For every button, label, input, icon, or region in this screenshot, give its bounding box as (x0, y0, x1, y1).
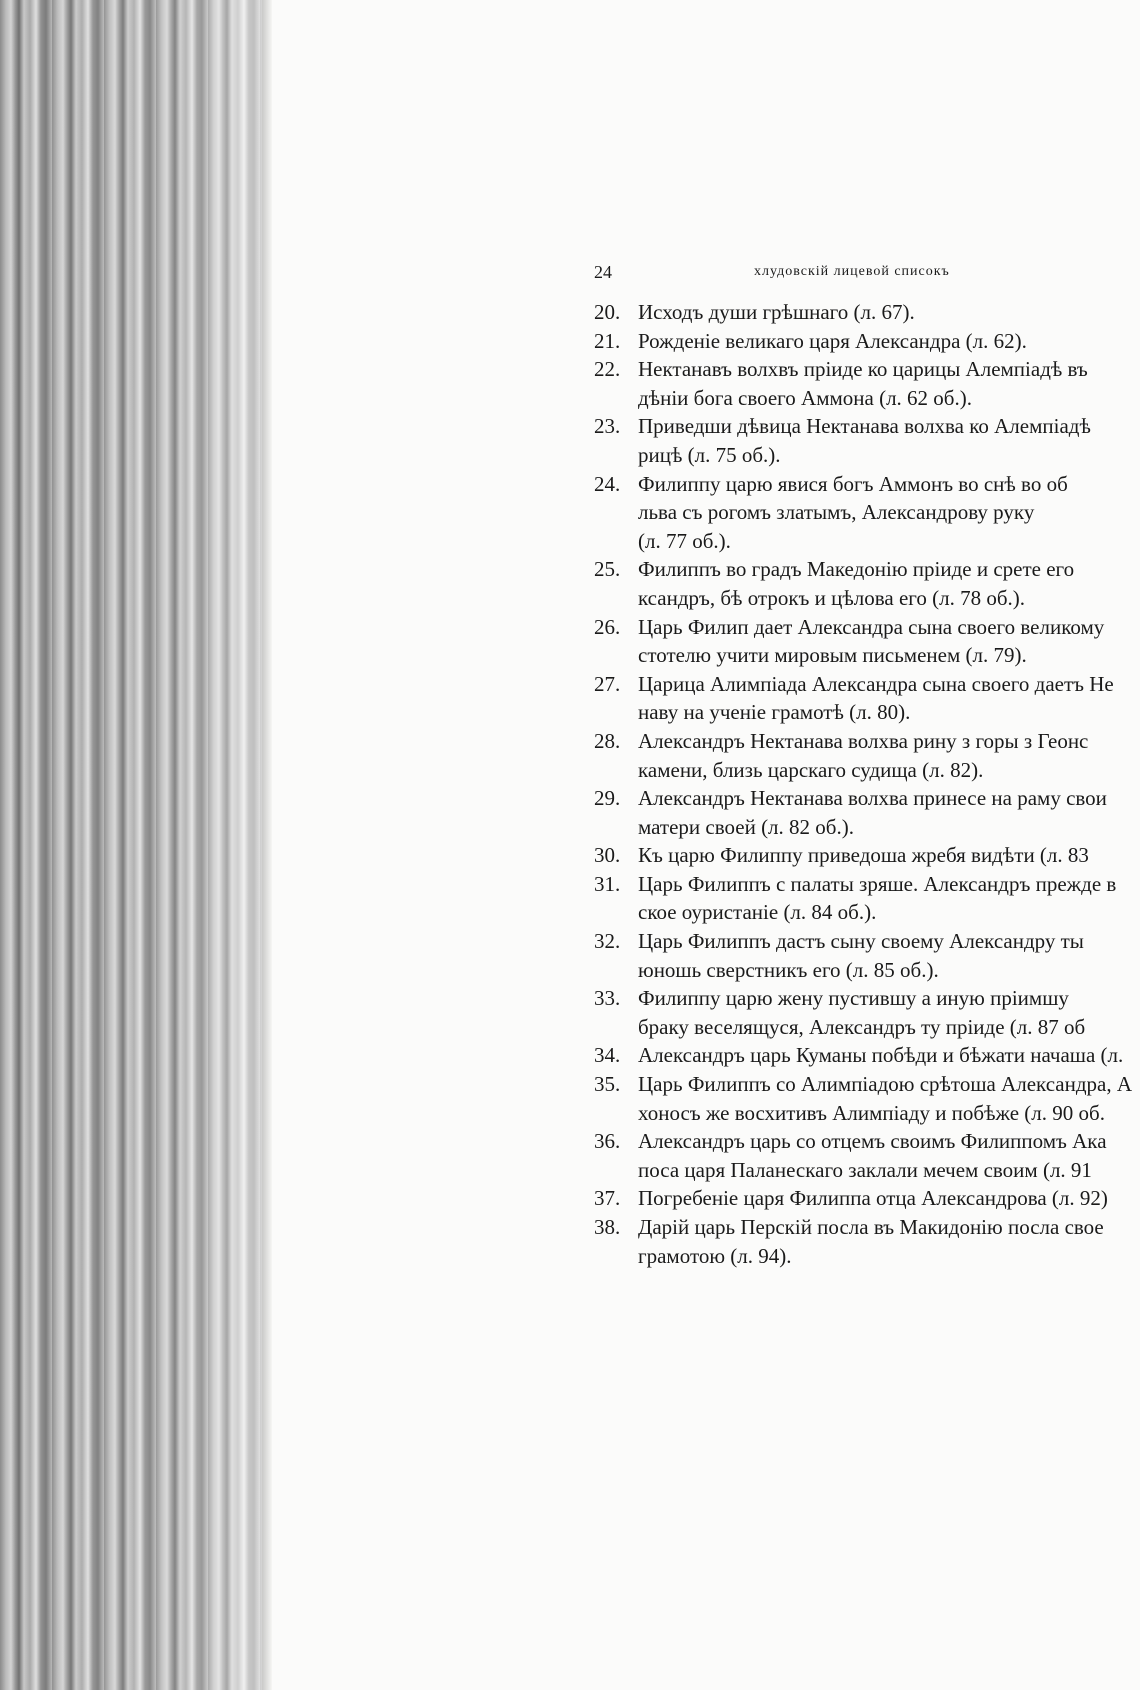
entry-line (594, 412, 1140, 441)
entry-text: рицѣ (л. 75 об.). (638, 442, 781, 467)
entry-text: Дарій царь Перскій посла въ Макидонію посла свое (638, 1215, 1104, 1239)
page-number: 24 (594, 262, 612, 282)
entry-text: Александръ Нектанава волхва принесе на раму свои (638, 786, 1107, 811)
entry-line (594, 870, 1140, 899)
entry-line (594, 927, 1140, 956)
list-item (594, 355, 1140, 412)
entry-text: ское оуристаніе (л. 84 об.). (638, 900, 877, 925)
entry-text: хоносъ же восхитивъ Алимпіаду и побѣже (л. 90 об. (638, 1100, 1105, 1125)
entry-number: 30. (594, 843, 621, 868)
running-header (594, 262, 1140, 286)
entry-text: дѣніи бога своего Аммона (л. 62 об.). (638, 385, 972, 410)
entry-text: Царица Алимпіада Александра сына своего даетъ Не (638, 671, 1114, 696)
list-item (594, 470, 1140, 556)
entry-text: Филиппъ во градъ Македонію пріиде и срете его (638, 557, 1075, 582)
list-item (594, 412, 1140, 469)
list-item (594, 927, 1140, 984)
entry-line (594, 1127, 1140, 1156)
list-item (594, 327, 1140, 356)
entry-line (594, 527, 1140, 556)
entry-line (594, 784, 1140, 813)
entry-line (594, 584, 1140, 613)
entry-line (594, 813, 1140, 842)
entry-text: Исходъ души грѣшнаго (л. 67). (638, 300, 915, 324)
list-item (594, 670, 1140, 727)
entry-number: 33. (594, 986, 621, 1011)
entry-text: ксандръ, бѣ отрокъ и цѣлова его (л. 78 об.). (638, 585, 1026, 610)
entry-text: Рожденіе великаго царя Александра (л. 62). (638, 328, 1027, 353)
entry-text: Царь Филиппъ со Алимпіадою срѣтоша Александра, А (638, 1072, 1133, 1097)
entry-line (594, 1184, 1140, 1213)
list-item (594, 1041, 1140, 1070)
entry-text: Царь Филиппъ дастъ сыну своему Александру ты (638, 929, 1084, 954)
list-item (594, 841, 1140, 870)
entry-text: Филиппу царю явися богъ Аммонъ во снѣ во об (638, 471, 1068, 496)
entry-number: 26. (594, 614, 621, 639)
entry-line (594, 1013, 1140, 1042)
list-item (594, 298, 1140, 327)
entry-number: 38. (594, 1215, 621, 1239)
entry-line (594, 1213, 1140, 1242)
entry-line (594, 498, 1140, 527)
entry-text: наву на ученіе грамотѣ (л. 80). (638, 700, 911, 725)
entry-line (594, 956, 1140, 985)
entry-line (594, 898, 1140, 927)
entry-text: камени, близь царскаго судища (л. 82). (638, 757, 984, 782)
entry-number: 21. (594, 328, 621, 353)
entry-number: 27. (594, 671, 621, 696)
entry-line (594, 298, 1140, 327)
entry-line (594, 1099, 1140, 1128)
entry-number: 31. (594, 871, 621, 896)
entry-text: поса царя Паланескаго заклали мечем своим (л. 91 (638, 1157, 1092, 1182)
entry-number: 23. (594, 414, 621, 439)
entry-text: Александръ Нектанава волхва рину з горы з Геонс (638, 728, 1089, 753)
entry-line (594, 555, 1140, 584)
entry-number: 32. (594, 929, 621, 954)
entry-text: (л. 77 об.). (638, 528, 731, 553)
entry-text: Приведши дѣвица Нектанава волхва ко Алемпіадѣ (638, 414, 1091, 439)
entry-number: 28. (594, 728, 621, 753)
running-title: хлудовскій лицевой списокъ (754, 264, 950, 279)
entry-number: 36. (594, 1129, 621, 1154)
entry-number: 25. (594, 557, 621, 582)
entry-text: Къ царю Филиппу приведоша жребя видѣти (л. 83 (638, 843, 1089, 868)
entry-line (594, 1242, 1140, 1271)
entry-line (594, 355, 1140, 384)
entry-text: матери своей (л. 82 об.). (638, 814, 854, 839)
book-page-edges (0, 0, 262, 1690)
entry-text: браку веселящуся, Александръ ту пріиде (л. 87 об (638, 1014, 1086, 1039)
entry-text: Царь Филиппъ с палаты зряше. Александръ прежде в (638, 871, 1117, 896)
entry-line (594, 1156, 1140, 1185)
entry-number: 24. (594, 471, 621, 496)
entry-line (594, 470, 1140, 499)
entry-line (594, 641, 1140, 670)
entry-text: Александръ царь Куманы побѣди и бѣжати начаша (л. (638, 1043, 1124, 1068)
list-item (594, 1184, 1140, 1213)
list-item (594, 984, 1140, 1041)
entry-number: 34. (594, 1043, 621, 1068)
list-item (594, 1127, 1140, 1184)
entry-line (594, 613, 1140, 642)
entry-line (594, 1041, 1140, 1070)
entry-line (594, 384, 1140, 413)
entry-text: стотелю учити мировым письменем (л. 79). (638, 643, 1027, 668)
entry-line (594, 698, 1140, 727)
entry-line (594, 441, 1140, 470)
entry-text: Нектанавъ волхвъ пріиде ко царицы Алемпіадѣ въ (638, 357, 1088, 382)
entry-number: 37. (594, 1186, 621, 1211)
list-item (594, 1213, 1140, 1270)
list-item (594, 870, 1140, 927)
list-item (594, 784, 1140, 841)
entry-line (594, 984, 1140, 1013)
entry-number: 20. (594, 300, 621, 324)
entry-text: Александръ царь со отцемъ своимъ Филиппомъ Ака (638, 1129, 1107, 1154)
entry-line (594, 670, 1140, 699)
entry-line (594, 1070, 1140, 1099)
list-item (594, 727, 1140, 784)
entry-text: Царь Филип дает Александра сына своего великому (638, 614, 1105, 639)
entry-text: Погребеніе царя Филиппа отца Александрова (л. 92) (638, 1186, 1108, 1211)
entry-number: 29. (594, 786, 621, 811)
gutter-shadow (262, 0, 272, 1690)
entry-text: Филиппу царю жену пустившу а иную пріимшу (638, 986, 1069, 1011)
entry-line (594, 756, 1140, 785)
entry-number: 22. (594, 357, 621, 382)
miniature-list (594, 298, 1140, 1270)
entry-number: 35. (594, 1072, 621, 1097)
entry-line (594, 727, 1140, 756)
entry-text: льва съ рогомъ златымъ, Александрову руку (638, 500, 1035, 525)
list-item (594, 1070, 1140, 1127)
list-item (594, 613, 1140, 670)
entry-line (594, 841, 1140, 870)
entry-line (594, 327, 1140, 356)
entry-text: юношь сверстникъ его (л. 85 об.). (638, 957, 939, 982)
entry-text: грамотою (л. 94). (638, 1243, 792, 1268)
list-item (594, 555, 1140, 612)
